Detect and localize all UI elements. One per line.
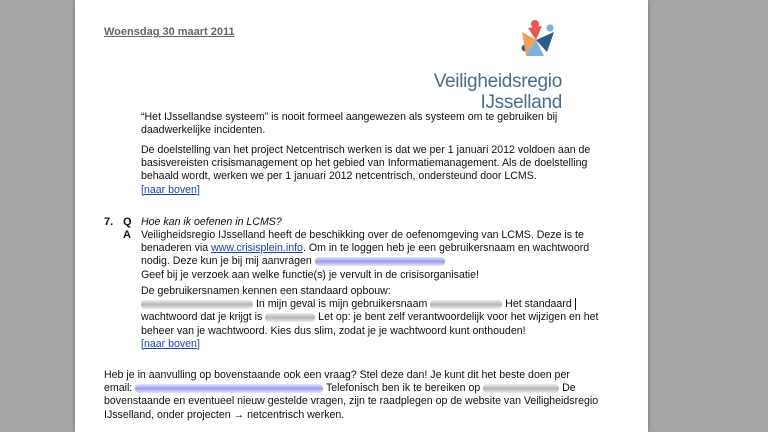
redacted-email — [315, 257, 445, 266]
redacted-password — [265, 313, 315, 322]
answer-text-2: . Om in te loggen heb je een gebruikersnaam en wachtwoord nodig. Deze kun je bij mij aanvragen — [141, 242, 590, 268]
doelstelling-text: De doelstelling van het project Netcentrisch werken is dat we per 1 januari 2012 voldoen aan de basisvereisten crisismanagement op het gebied van Informatiemanagement. Als de doelstelling behaald wordt, werken we per 1 januari 2012 netcentrisch, ondersteund door LCMS. — [141, 144, 591, 183]
redacted-phone — [483, 384, 559, 393]
username-text-b: Het standaard — [502, 298, 572, 311]
password-text-b: Let op: je bent zelf verantwoordelijk voor het wijzigen en het beheer van je wachtwoord. Kies dus slim, zodat je je wachtwoord kunt onthouden! — [141, 311, 599, 337]
document-page — [75, 0, 648, 432]
question-number: 7. — [104, 216, 114, 228]
question-label: Q — [123, 216, 132, 228]
footer-email-label: email: — [104, 382, 136, 395]
logo-text-line2: IJsselland — [480, 92, 562, 113]
usernames-paragraph — [141, 285, 601, 351]
text-cursor — [575, 298, 576, 310]
paragraph-doelstelling — [141, 144, 601, 197]
usernames-intro: De gebruikersnamen kennen een standaard opbouw: — [141, 285, 391, 297]
password-text-a: wachtwoord dat je krijgt is — [141, 311, 266, 324]
username-text-a: In mijn geval is mijn gebruikersnaam — [253, 298, 431, 311]
veiligheidsregio-logo — [430, 18, 590, 113]
logo-text-line1: Veiligheidsregio — [433, 71, 562, 92]
redacted-footer-email — [135, 384, 323, 393]
document-date: Woensdag 30 maart 2011 — [104, 26, 235, 38]
paragraph-systeem: “Het IJssellandse systeem” is nooit formeel aangewezen als systeem om te gebruiken bij daadwerkelijke incidenten. — [141, 111, 558, 137]
answer-text-3: Geef bij je verzoek aan welke functie(s) je vervult in de crisisorganisatie! — [141, 268, 479, 281]
logo-mark-icon — [514, 18, 562, 60]
footer-de: De — [559, 382, 576, 395]
answer-label: A — [123, 229, 131, 241]
answer-text-1: Veiligheidsregio IJsselland heeft de beschikking over de oefenomgeving van LCMS. Deze is te benaderen via — [141, 229, 584, 255]
question-text: Hoe kan ik oefenen in LCMS? — [141, 216, 282, 228]
footer-paragraph — [104, 369, 601, 422]
naar-boven-link-1[interactable]: [naar boven] — [141, 183, 200, 196]
redacted-username — [430, 300, 502, 309]
footer-line1: Heb je in aanvulling op bovenstaande ook een vraag? Stel deze dan! Je kunt dit het beste doen per — [104, 369, 570, 381]
footer-phone-text: Telefonisch ben ik te bereiken op — [323, 382, 484, 395]
footer-rest: bovenstaande en eventueel nieuw gestelde vragen, zijn te raadplegen op de website van Veiligheidsregio IJsselland, onder projecten → netcentrisch werken. — [104, 395, 599, 421]
crisisplein-link[interactable]: www.crisisplein.info — [211, 242, 303, 255]
answer-paragraph — [141, 229, 601, 282]
naar-boven-link-2[interactable]: [naar boven] — [141, 337, 200, 350]
redacted-username-format — [141, 300, 253, 309]
